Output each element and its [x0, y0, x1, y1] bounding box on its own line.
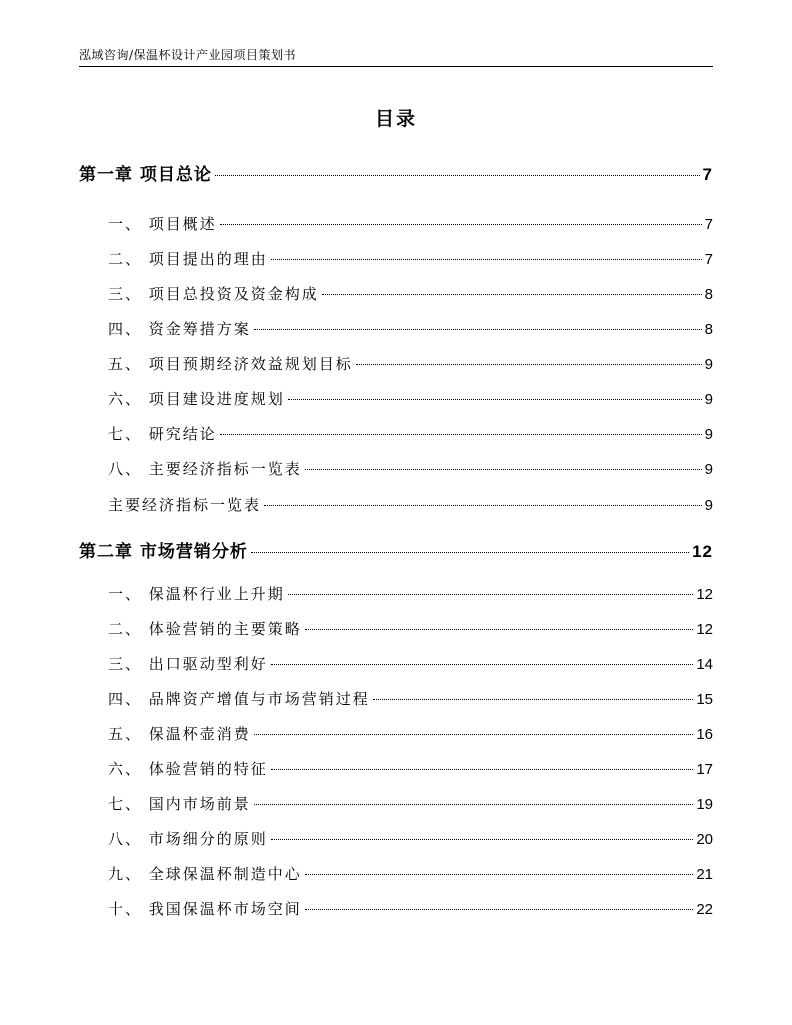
toc-entry-label: 六、 体验营销的特征 [108, 760, 268, 778]
toc-entry[interactable] [108, 458, 713, 479]
toc-entry-label: 一、 保温杯行业上升期 [108, 585, 285, 603]
toc-page-number: 7 [704, 216, 713, 233]
toc-page-number: 19 [696, 796, 713, 813]
toc-entry-label: 九、 全球保温杯制造中心 [108, 865, 302, 883]
toc-entry-label: 主要经济指标一览表 [108, 496, 262, 514]
document-header: 泓域咨询/保温杯设计产业园项目策划书 [79, 48, 297, 62]
toc-entry-label: 二、 体验营销的主要策略 [108, 620, 302, 638]
toc-page-number: 12 [696, 621, 713, 638]
toc-chapter-label: 第一章 项目总论 [79, 165, 212, 185]
header-divider [79, 66, 713, 67]
toc-page-number: 9 [704, 391, 713, 408]
toc-entry[interactable] [108, 213, 713, 234]
toc-entry[interactable] [108, 793, 713, 814]
toc-page-number: 9 [704, 461, 713, 478]
toc-entry[interactable] [108, 828, 713, 849]
toc-entry-label: 七、 研究结论 [108, 425, 217, 443]
toc-entry[interactable] [108, 318, 713, 339]
toc-page-number: 17 [696, 761, 713, 778]
toc-page-number: 9 [704, 497, 713, 514]
toc-entry-label: 三、 项目总投资及资金构成 [108, 285, 319, 303]
toc-chapter-2[interactable] [79, 537, 713, 562]
dot-leader [288, 399, 702, 400]
toc-entry-label: 五、 保温杯壶消费 [108, 725, 251, 743]
toc-page-number: 20 [696, 831, 713, 848]
toc-entry-label: 三、 出口驱动型利好 [108, 655, 268, 673]
dot-leader [271, 769, 694, 770]
dot-leader [288, 594, 694, 595]
toc-entry[interactable] [108, 898, 713, 919]
toc-entry[interactable] [108, 723, 713, 744]
toc-entry[interactable] [108, 494, 713, 515]
toc-entry[interactable] [108, 423, 713, 444]
dot-leader [305, 909, 694, 910]
toc-entry[interactable] [108, 388, 713, 409]
dot-leader [215, 175, 700, 176]
toc-entry[interactable] [108, 353, 713, 374]
toc-entry-label: 六、 项目建设进度规划 [108, 390, 285, 408]
dot-leader [305, 629, 694, 630]
dot-leader [322, 294, 702, 295]
toc-page-number: 7 [702, 165, 713, 184]
toc-page-number: 22 [696, 901, 713, 918]
toc-page-number: 9 [704, 356, 713, 373]
toc-entry-label: 七、 国内市场前景 [108, 795, 251, 813]
toc-entry-label: 四、 资金筹措方案 [108, 320, 251, 338]
toc-entry[interactable] [108, 583, 713, 604]
toc-entry[interactable] [108, 758, 713, 779]
toc-page-number: 8 [704, 321, 713, 338]
dot-leader [220, 224, 702, 225]
toc-entry-label: 四、 品牌资产增值与市场营销过程 [108, 690, 370, 708]
toc-entry[interactable] [108, 688, 713, 709]
dot-leader [251, 552, 689, 553]
dot-leader [271, 259, 702, 260]
toc-entry-label: 八、 主要经济指标一览表 [108, 460, 302, 478]
dot-leader [264, 505, 702, 506]
dot-leader [271, 664, 694, 665]
dot-leader [220, 434, 702, 435]
toc-page-number: 16 [696, 726, 713, 743]
toc-page-number: 9 [704, 426, 713, 443]
dot-leader [254, 804, 694, 805]
toc-entry[interactable] [108, 863, 713, 884]
toc-page-number: 12 [692, 542, 713, 561]
toc-entry-label: 二、 项目提出的理由 [108, 250, 268, 268]
toc-entry-label: 十、 我国保温杯市场空间 [108, 900, 302, 918]
toc-chapter-1[interactable] [79, 160, 713, 185]
dot-leader [254, 329, 702, 330]
toc-title: 目录 [374, 108, 417, 130]
toc-page-number: 8 [704, 286, 713, 303]
toc-page-number: 15 [696, 691, 713, 708]
toc-entry-label: 一、 项目概述 [108, 215, 217, 233]
toc-chapter-label: 第二章 市场营销分析 [79, 542, 248, 562]
toc-entry-label: 八、 市场细分的原则 [108, 830, 268, 848]
dot-leader [305, 469, 702, 470]
toc-entry-label: 五、 项目预期经济效益规划目标 [108, 355, 353, 373]
toc-page-number: 12 [696, 586, 713, 603]
dot-leader [305, 874, 694, 875]
toc-entry[interactable] [108, 653, 713, 674]
dot-leader [254, 734, 694, 735]
dot-leader [373, 699, 694, 700]
toc-page-number: 14 [696, 656, 713, 673]
toc-entry[interactable] [108, 283, 713, 304]
toc-page-number: 21 [696, 866, 713, 883]
dot-leader [271, 839, 694, 840]
toc-entry[interactable] [108, 248, 713, 269]
toc-entry[interactable] [108, 618, 713, 639]
toc-page-number: 7 [704, 251, 713, 268]
dot-leader [356, 364, 702, 365]
